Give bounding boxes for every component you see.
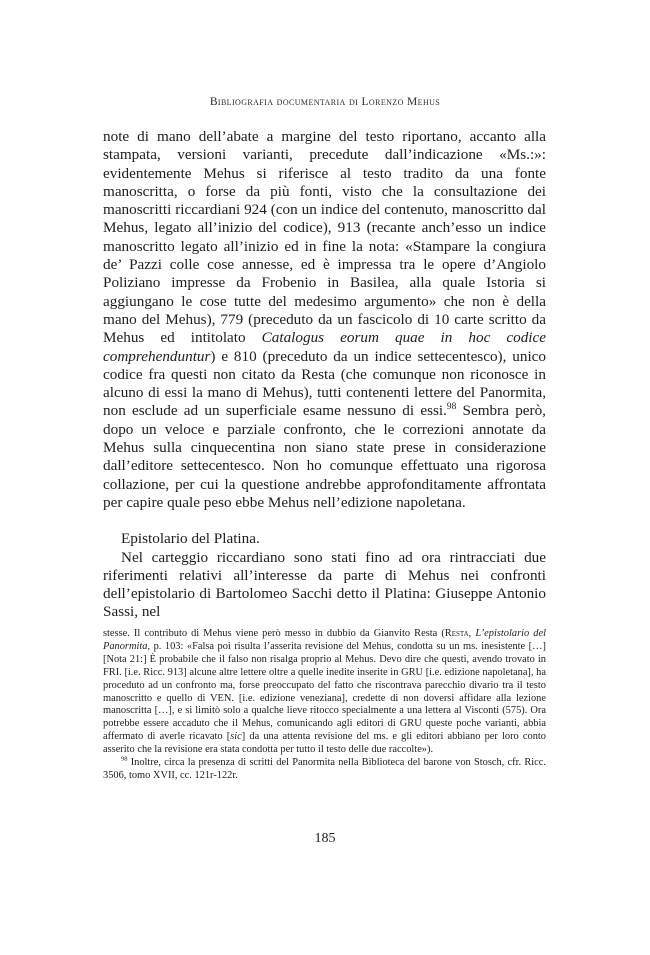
paragraph-text: note di mano dell’abate a margine del testo riportano, accanto alla stampata, versioni varianti, precedute dall’indicazione «Ms.:»: evidentemente Mehus si riferisce al testo tradito da una fonte manoscritta, o forse da più fonti, visto che la consultazione dei manoscritti riccardiani 924 (con un indice del contenuto, manoscritto dal Mehus, legato all’inizio del codice), 913 (recante anch’esso un indice manoscritto legato all’inizio ed in fine la nota: «Stampare la congiura de’ Pazzi colle cose annesse, ed è impressa tra le opere d’Angiolo Poliziano impresse da Frobenio in Basilea, alla quale Istoria si aggiungano le cose tutte del medesimo argumento» che non è della mano del Mehus), 779 (preceduto da un fascicolo di 10 carte scritto da Mehus ed intitolato: [103, 128, 546, 347]
paragraph-text: Sembra però, dopo un veloce e parziale confronto, che le correzioni annotate da Mehus sulla cinquecentina non siano state prese in considerazione dall’editore settecentesco. Non ho comunque effettuato una rigorosa collazione, per cui la questione andrebbe approfonditamente affrontata per capire quale peso ebbe Mehus nell’edizione napoletana.: [103, 402, 546, 511]
body-paragraph: [103, 128, 546, 512]
footnote-reference: 98: [446, 402, 457, 413]
paragraph-text: ) e 810 (preceduto da un indice settecentesco), unico codice fra questi non citato da Resta (che comunque non riconosce in alcuno di essi la mano di Mehus), tutti contenenti lettere del Panormita, non esclude ad un superficiale esame nessuno di essi.: [103, 347, 546, 420]
footnote-text: stesse. Il contributo di Mehus viene però messo in dubbio da Gianvito Resta (: [103, 628, 445, 639]
main-text: [103, 128, 546, 622]
body-paragraph: Nel carteggio riccardiano sono stati fino ad ora rintracciati due riferimenti relativi all’interesse da parte di Mehus nei confronti dell’epistolario di Bartolomeo Sacchi detto il Platina: Giuseppe Antonio Sassi, nel: [103, 548, 546, 621]
sic-italic: sic: [230, 731, 242, 743]
footnotes: [103, 628, 546, 783]
footnote-98: [103, 757, 546, 783]
footnote-text: ,: [468, 628, 476, 639]
footnote-continued: [103, 628, 546, 757]
italic-title: Catalogus eorum quae in hoc codice comprehenduntur: [103, 329, 546, 365]
footnote-number: 98: [121, 755, 128, 763]
footnote-text: , p. 103: «Falsa poi risulta l’asserita revisione del Mehus, condotta su un ms. inesistente […] [Nota 21:] È probabile che il falso non risalga proprio al Mehus. Devo dire che questi, avendo trovato in FRI. [i.e. Ricc. 913] alcune altre lettere oltre a quelle inedite inserite in GRU [i.e. edizione napoletana], ha proceduto ad un confronto ma, forse preoccupato del fatto che riscontrava parecchio divario tra il testo manoscritto e quello di VEN. [i.e. edizione veneziana], credette di non doversi affidare alla lezione manoscritta […], e si limitò solo a qualche lieve ritocco specialmente a una lettera al Visconti (575). Ora potrebbe essere accaduto che il Mehus, comunicando agli editori di GRU queste poche varianti, abbia affermato di averle ricavato [: [103, 640, 546, 743]
footnote-text: ] da una attenta revisione del ms. e gli editori abbiano per loro conto asserito che la revisione era stata condotta per tutto il testo delle due raccolte»).: [103, 731, 546, 756]
section-heading: Epistolario del Platina.: [121, 530, 260, 548]
page-number: 185: [314, 831, 336, 846]
author-small-caps: Resta: [444, 628, 469, 639]
italic-title: L’epistolario del Panormita: [103, 628, 546, 652]
running-header: Bibliografia documentaria di Lorenzo Mehus: [209, 96, 441, 108]
footnote-text: Inoltre, circa la presenza di scritti del Panormita nella Biblioteca del barone von Stosch, cfr. Ricc. 3506, tomo XVII, cc. 121r-122r.: [103, 757, 546, 781]
